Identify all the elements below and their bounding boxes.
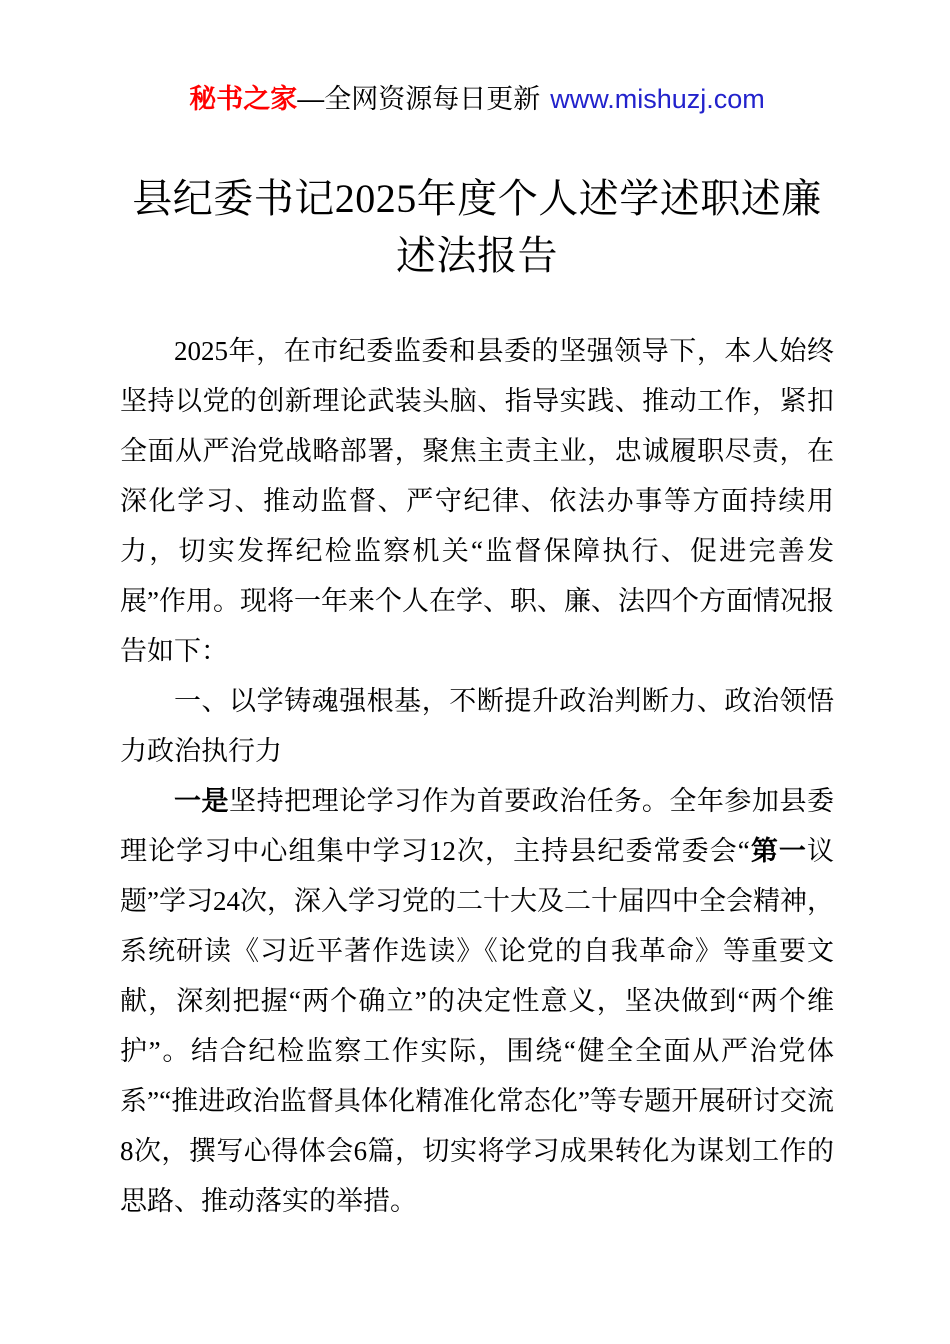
bold-text-run: 一是 xyxy=(174,786,230,816)
paragraph xyxy=(120,326,834,676)
site-tagline: —全网资源每日更新 xyxy=(297,84,541,114)
document-body xyxy=(120,326,834,1226)
page-content xyxy=(120,0,834,1226)
paragraph xyxy=(120,676,834,776)
bold-text-run: 第一 xyxy=(749,836,808,866)
site-brand: 秘书之家 xyxy=(189,84,298,114)
text-run: 议题”学习24次，深入学习党的二十大及二十届四中全会精神，系统研读《习近平著作选读》《论党的自我革命》等重要文献，深刻把握“两个确立”的决定性意义，坚决做到“两个维护”。结合纪检监察工作实际，围绕“健全全面从严治党体系”“推进政治监督具体化精准化常态化”等专题开展研讨交流8次，撰写心得体会6篇，切实将学习成果转化为谋划工作的思路、推动落实的举措。 xyxy=(120,836,835,1216)
site-header xyxy=(120,84,834,115)
text-run: 坚持把理论学习作为首要政治任务。全年参加县委理论学习中心组集中学习12次，主持县纪委常委会“ xyxy=(120,786,835,866)
paragraph xyxy=(120,776,834,1226)
site-url-link[interactable]: www.mishuzj.com xyxy=(550,84,765,114)
text-run: 一、以学铸魂强根基，不断提升政治判断力、政治领悟力政治执行力 xyxy=(120,686,834,766)
document-title: 县纪委书记2025年度个人述学述职述廉述法报告 xyxy=(132,176,822,278)
text-run: 2025年，在市纪委监委和县委的坚强领导下，本人始终坚持以党的创新理论武装头脑、指导实践、推动工作，紧扣全面从严治党战略部署，聚焦主责主业，忠诚履职尽责，在深化学习、推动监督、严守纪律、依法办事等方面持续用力，切实发挥纪检监察机关“监督保障执行、促进完善发展”作用。现将一年来个人在学、职、廉、法四个方面情况报告如下： xyxy=(120,336,834,666)
